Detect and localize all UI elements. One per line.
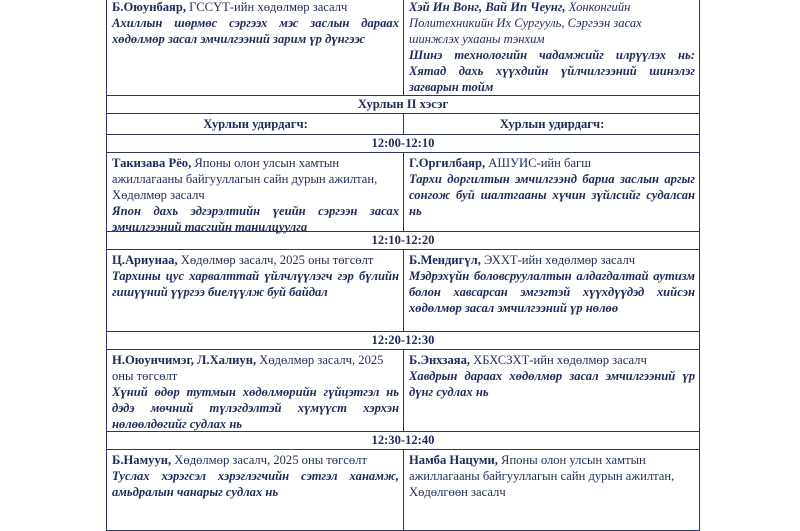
speaker-affiliation: ЭХХТ-ийн хөдөлмөр засалч (480, 253, 636, 267)
session-row (107, 250, 699, 332)
section-title: Хурлын II хэсэг (107, 96, 699, 114)
speaker-name: Н.Оюунчимэг, Л.Халиун, (112, 353, 257, 367)
talk-cell (403, 0, 699, 95)
moderator-label-right: Хурлын удирдагч: (403, 114, 699, 134)
speaker-name: Ц.Ариунаа, (112, 253, 178, 267)
talk-title: Ахиллын шөрмөс сэргээх мэс заслын дараах хөдөлмөр засал эмчилгээний зарим үр дүнгээс (112, 16, 399, 46)
speaker-name: Намба Нацуми, (409, 453, 498, 467)
program-table (106, 0, 700, 531)
talk-title: Мэдрэхүйн боловсруулалтын алдагдалтай аутизм болон хавсарсан эмгэгтэй хүүхдүүдэд хийсэн хөдөлмөр засал эмчилгээний үр нөлөө (409, 269, 695, 315)
talk-cell (107, 450, 403, 530)
talk-title: Тархины цус харвалттай үйлчлүүлэгч гэр бүлийн гишүүний үүргээ биелүүлж буй байдал (112, 269, 399, 299)
speaker-affiliation: Хөдөлмөр засалч, 2025 оны төгсөлт (112, 353, 384, 383)
talk-cell (403, 450, 699, 530)
speaker-name: Г.Оргилбаяр, (409, 156, 486, 170)
speaker-affiliation: ХБХСЗХТ-ийн хөдөлмөр засалч (470, 353, 647, 367)
session-row (107, 350, 699, 432)
speaker-name: Б.Мендигүл, (409, 253, 481, 267)
talk-title: Япон дахь эдгэрэлтийн үеийн сэргээн засах эмчилгээний тасгийн танилцуулга (112, 204, 399, 234)
moderator-row (107, 114, 699, 135)
session-row (107, 450, 699, 531)
session-row-top (107, 0, 699, 96)
time-slot: 12:20-12:30 (107, 332, 699, 350)
talk-cell (107, 0, 403, 95)
talk-title: Хүний өдөр тутмын хөдөлмөрийн гүйцэтгэл нь дэдэ мөчний түлэгдэлтэй хүмүүст хэрхэн нөлөөлдөгийг судлах нь (112, 385, 399, 431)
speaker-name: Хэй Ин Вонг, Вай Ип Чеунг, (409, 0, 566, 14)
speaker-affiliation: Хонконгийн Политехникийн Их Сургууль, Сэргээн засах шинжлэх ухааны тэнхим (409, 0, 642, 46)
speaker-affiliation: Японы олон улсын хамтын ажиллагааны байгууллагын сайн дурын ажилтан, Хөдөлмөр засалч (112, 156, 378, 202)
moderator-label-left: Хурлын удирдагч: (203, 117, 308, 131)
speaker-affiliation: Хөдөлмөр засалч, 2025 оны төгсөлт (171, 453, 367, 467)
talk-cell (403, 153, 699, 231)
speaker-name: Такизава Рёо, (112, 156, 192, 170)
time-slot: 12:00-12:10 (107, 135, 699, 153)
time-slot: 12:10-12:20 (107, 232, 699, 250)
speaker-name: Б.Оюунбаяр, (112, 0, 187, 14)
talk-title: Хавдрын дараах хөдөлмөр засал эмчилгээний үр дүнг судлах нь (409, 369, 695, 399)
talk-title: Шинэ технологийн чадамжийг илрүүлэх нь: Хятад дахь хүүхдийн үйлчилгээний шинэлэг загварын тойм (409, 48, 695, 94)
time-slot: 12:30-12:40 (107, 432, 699, 450)
speaker-name: Б.Намуун, (112, 453, 172, 467)
talk-cell (403, 350, 699, 431)
speaker-affiliation: Хөдөлмөр засалч, 2025 оны төгсөлт (177, 253, 374, 267)
talk-title: Тархи доргилтын эмчилгээнд бариа заслын аргыг сонгож буй шалтгааны хүчин зүйлсийг судалсан нь (409, 172, 695, 218)
speaker-affiliation: ГССҮТ-ийн хөдөлмөр засалч (186, 0, 348, 14)
talk-cell (107, 250, 403, 331)
talk-title: Туслах хэрэгсэл хэрэглэгчийн сэтгэл ханамж, амьдралын чанарыг судлах нь (112, 469, 399, 499)
speaker-affiliation: АШУИС-ийн багш (485, 156, 591, 170)
speaker-affiliation: Японы олон улсын хамтын ажиллагааны байгууллагын сайн дурын ажилтан, Хөдөлгөөн засалч (409, 453, 675, 499)
speaker-name: Б.Энхзаяа, (409, 353, 471, 367)
talk-cell (403, 250, 699, 331)
session-row (107, 153, 699, 232)
talk-cell (107, 350, 403, 431)
talk-cell (107, 153, 403, 234)
